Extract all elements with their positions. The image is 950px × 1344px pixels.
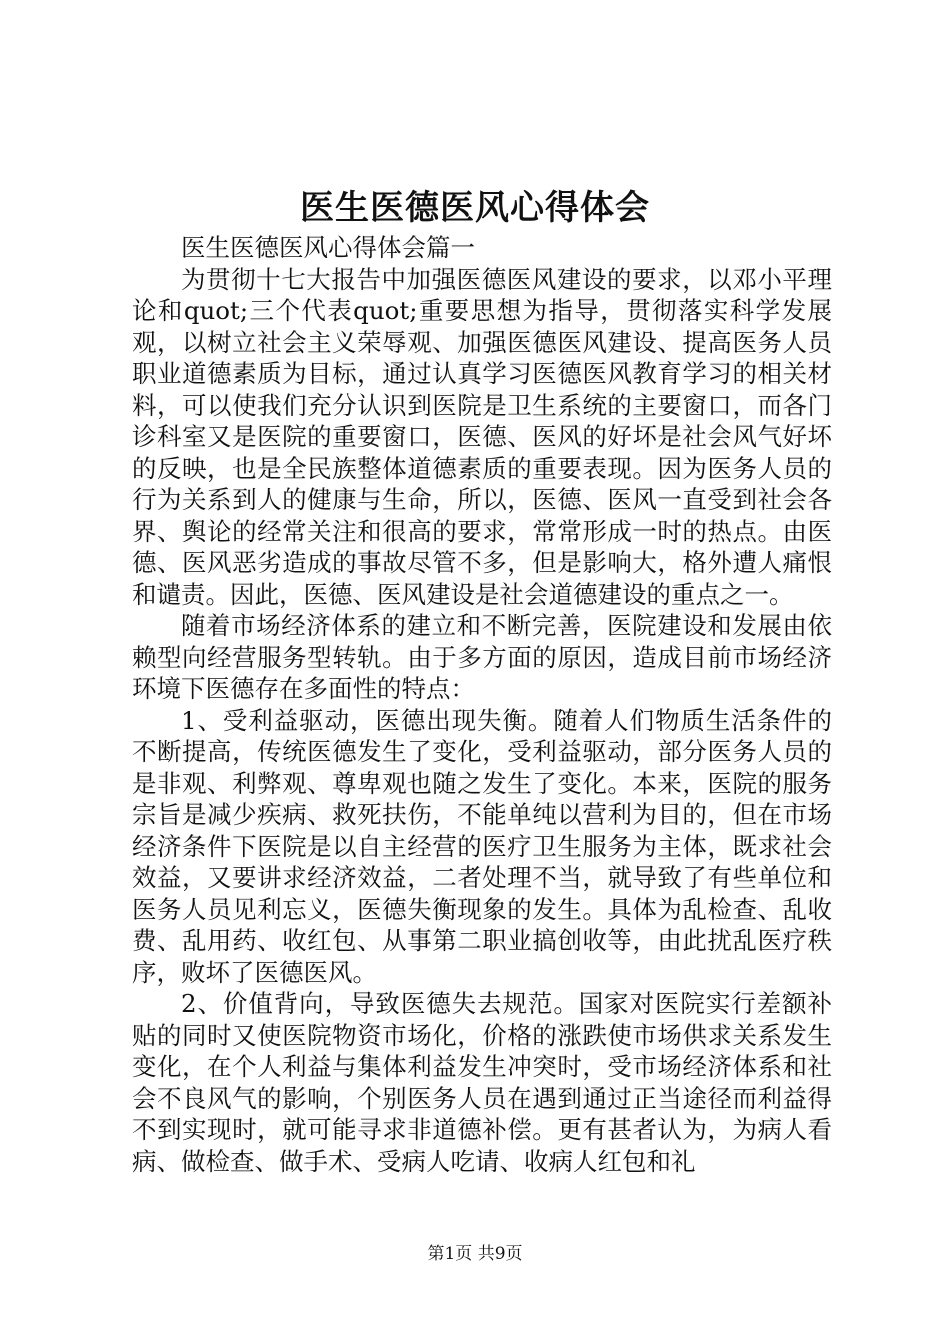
section-heading: 医生医德医风心得体会篇一 — [181, 233, 475, 262]
page-number-footer: 第1页 共9页 — [427, 1244, 523, 1264]
paragraph: 2、价值背向，导致医德失去规范。国家对医院实行差额补贴的同时又使医院物资市场化，价格的涨跌使市场供求关系发生变化，在个人利益与集体利益发生冲突时，受市场经济体系和社会不良风气的影响，个别医务人员在遇到通过正当途径而利益得不到实现时，就可能寻求非道德补偿。更有甚者认为，为病人看病、做检查、做手术、受病人吃请、收病人红包和礼 — [132, 989, 832, 1176]
document-body — [132, 232, 832, 1177]
paragraph: 随着市场经济体系的建立和不断完善，医院建设和发展由依赖型向经营服务型转轨。由于多方面的原因，造成目前市场经济环境下医德存在多面性的特点： — [132, 611, 832, 703]
document-title: 医生医德医风心得体会 — [300, 188, 650, 228]
paragraph: 1、受利益驱动，医德出现失衡。随着人们物质生活条件的不断提高，传统医德发生了变化，受利益驱动，部分医务人员的是非观、利弊观、尊卑观也随之发生了变化。本来，医院的服务宗旨是减少疾病、救死扶伤，不能单纯以营利为目的，但在市场经济条件下医院是以自主经营的医疗卫生服务为主体，既求社会效益，又要讲求经济效益，二者处理不当，就导致了有些单位和医务人员见利忘义，医德失衡现象的发生。具体为乱检查、乱收费、乱用药、收红包、从事第二职业搞创收等，由此扰乱医疗秩序，败坏了医德医风。 — [132, 705, 832, 987]
paragraph: 为贯彻十七大报告中加强医德医风建设的要求，以邓小平理论和quot;三个代表quot;重要思想为指导，贯彻落实科学发展观，以树立社会主义荣辱观、加强医德医风建设、提高医务人员职业道德素质为目标，通过认真学习医德医风教育学习的相关材料，可以使我们充分认识到医院是卫生系统的主要窗口，而各门诊科室又是医院的重要窗口，医德、医风的好坏是社会风气好坏的反映，也是全民族整体道德素质的重要表现。因为医务人员的行为关系到人的健康与生命，所以，医德、医风一直受到社会各界、舆论的经常关注和很高的要求，常常形成一时的热点。由医德、医风恶劣造成的事故尽管不多，但是影响大，格外遭人痛恨和谴责。因此，医德、医风建设是社会道德建设的重点之一。 — [132, 264, 832, 609]
